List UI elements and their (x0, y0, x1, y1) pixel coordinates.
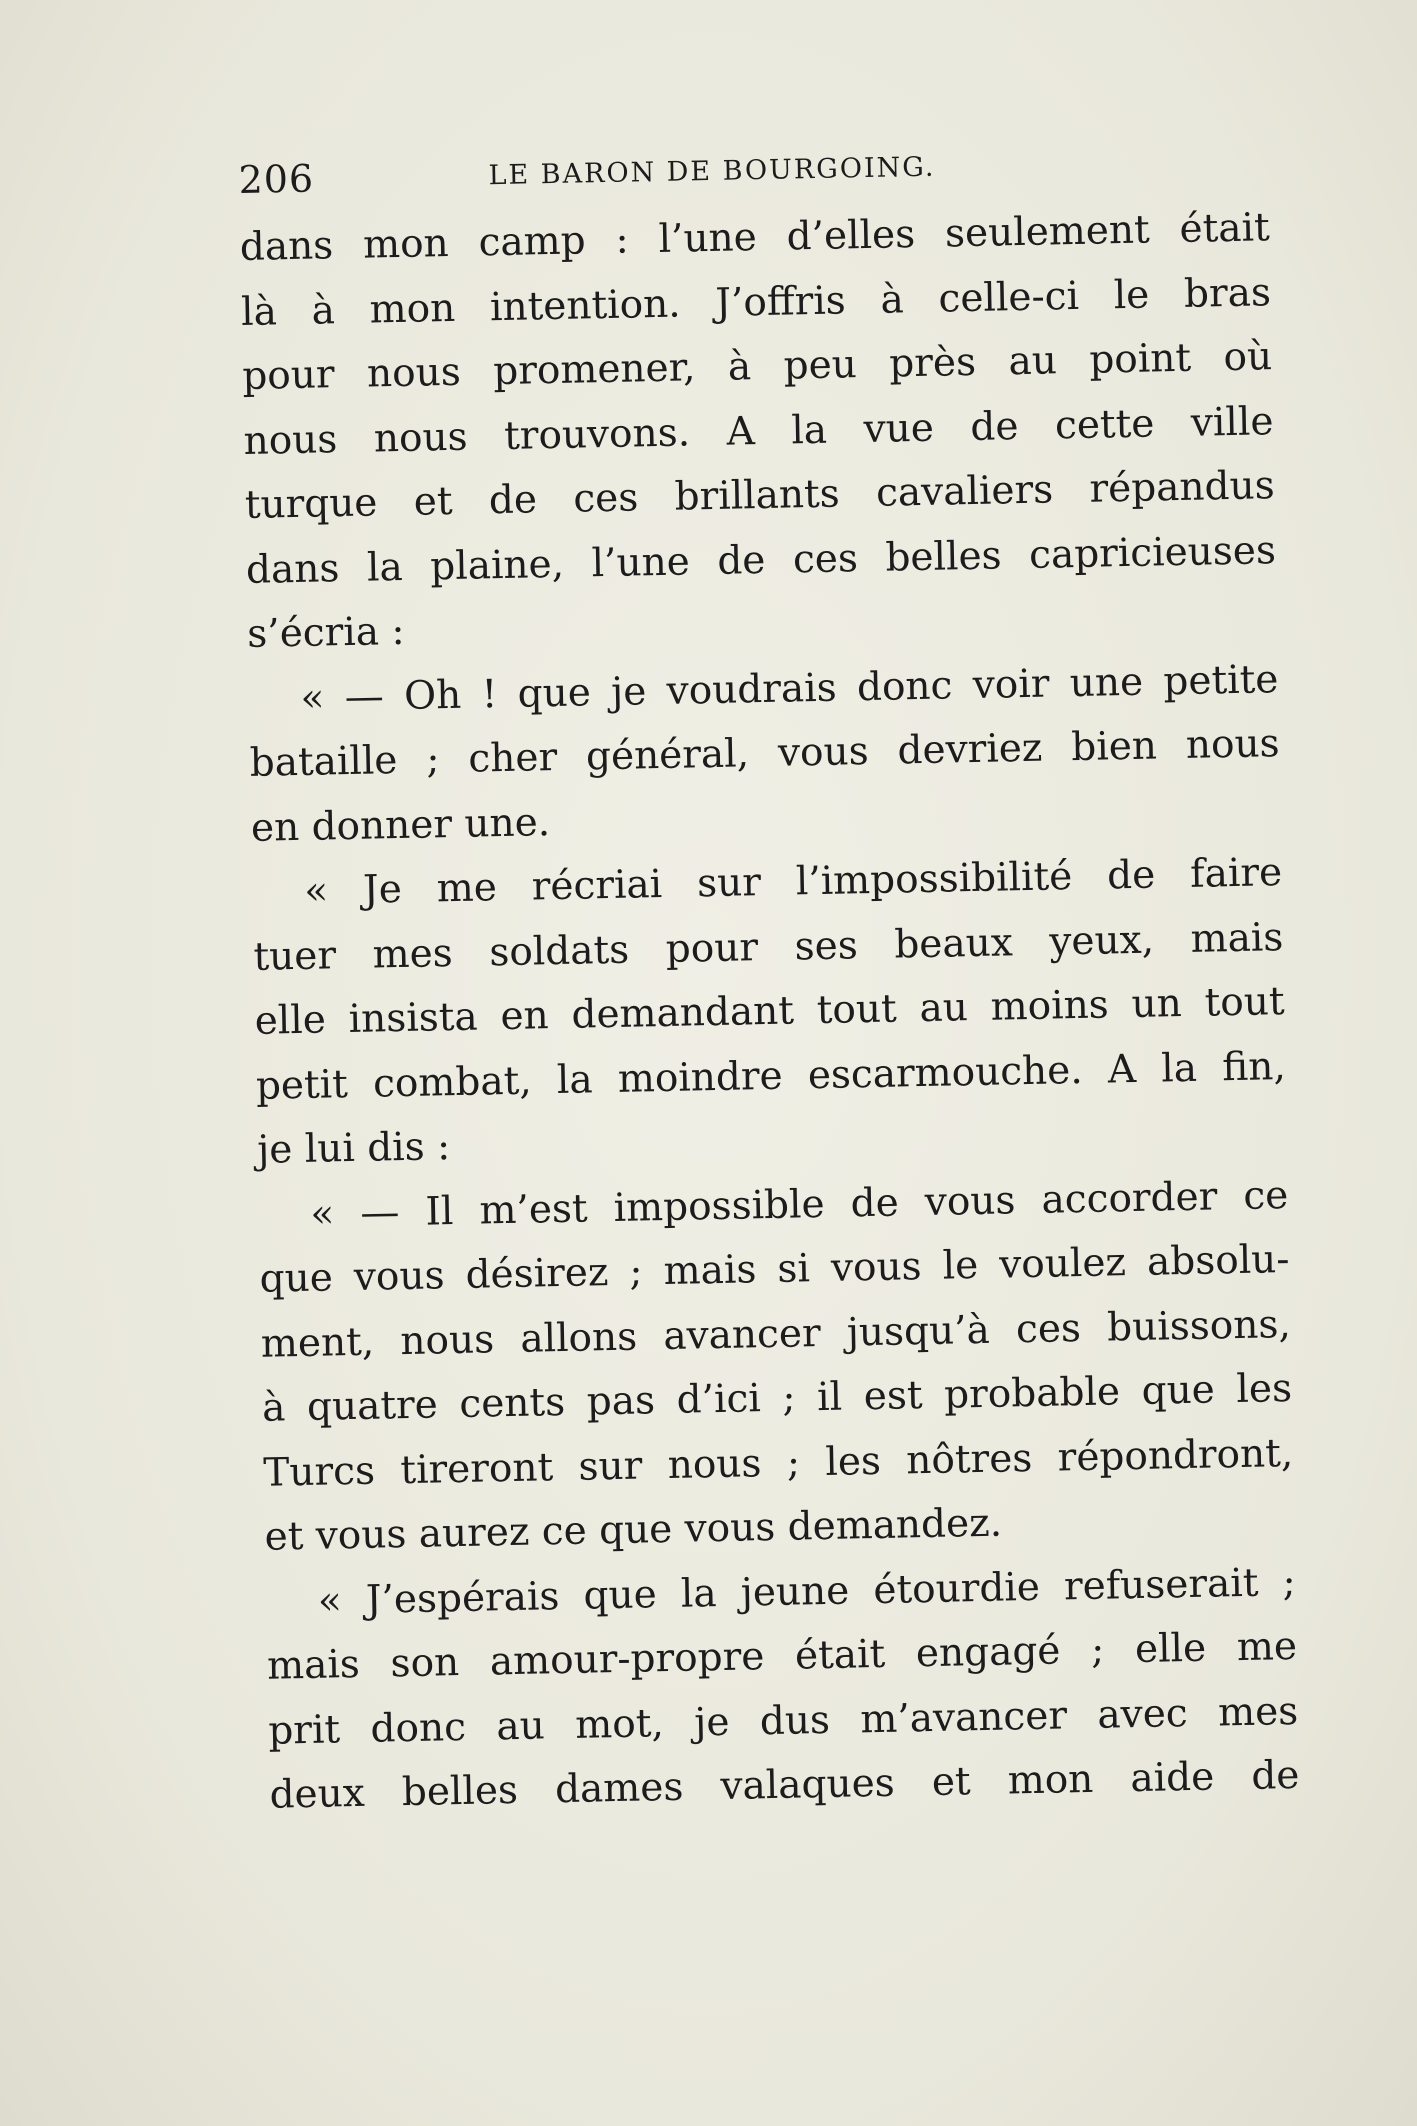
text-line: mais son amour-propre était engagé ; elle me (266, 1623, 1298, 1689)
text-line: Turcs tireront sur nous ; les nôtres répondront, (262, 1430, 1294, 1496)
page-number: 206 (238, 156, 315, 202)
text-line: tuer mes soldats pour ses beaux yeux, mais (253, 914, 1284, 980)
text-line: turque et de ces brillants cavaliers répandus (244, 463, 1276, 528)
text-line: petit combat, la moindre escarmouche. A la fin, (255, 1043, 1287, 1109)
text-line: « Je me récriai sur l’impossibilité de faire (303, 850, 1283, 914)
text-line: ment, nous allons avancer jusqu’à ces buissons, (260, 1301, 1292, 1367)
text-line: prit donc au mot, je dus m’avancer avec mes (267, 1688, 1299, 1754)
text-line: bataille ; cher général, vous devriez bien nous (249, 721, 1281, 786)
text-line: s’écria : (246, 608, 405, 657)
text-line: que vous désirez ; mais si vous le voulez absolu- (259, 1237, 1290, 1302)
text-line: là à mon intention. J’offris à celle-ci le bras (240, 269, 1272, 335)
text-line: « J’espérais que la jeune étourdie refuserait ; (317, 1559, 1297, 1624)
text-block (238, 130, 1300, 1828)
running-title: LE BARON DE BOURGOING. (488, 151, 936, 192)
text-line: à quatre cents pas d’ici ; il est probable que les (261, 1365, 1293, 1431)
text-line: en donner une. (250, 799, 551, 851)
text-line: pour nous promener, à peu près au point où (241, 334, 1273, 399)
text-line: dans la plaine, l’une de ces belles capricieuses (245, 527, 1277, 593)
body-text (239, 196, 1300, 1828)
page-header (238, 130, 1269, 210)
text-line: « — Oh ! que je voudrais donc voir une petite (300, 656, 1279, 721)
text-line: « — Il m’est impossible de vous accorder ce (310, 1172, 1289, 1237)
text-line: deux belles dames valaques et mon aide de (269, 1752, 1300, 1818)
text-line: et vous aurez ce que vous demandez. (264, 1500, 1003, 1560)
text-line: nous nous trouvons. A la vue de cette ville (243, 398, 1274, 464)
text-line: dans mon camp : l’une d’elles seulement était (239, 205, 1271, 270)
text-line: je lui dis : (256, 1124, 451, 1173)
text-line: elle insista en demandant tout au moins un tout (254, 979, 1285, 1044)
